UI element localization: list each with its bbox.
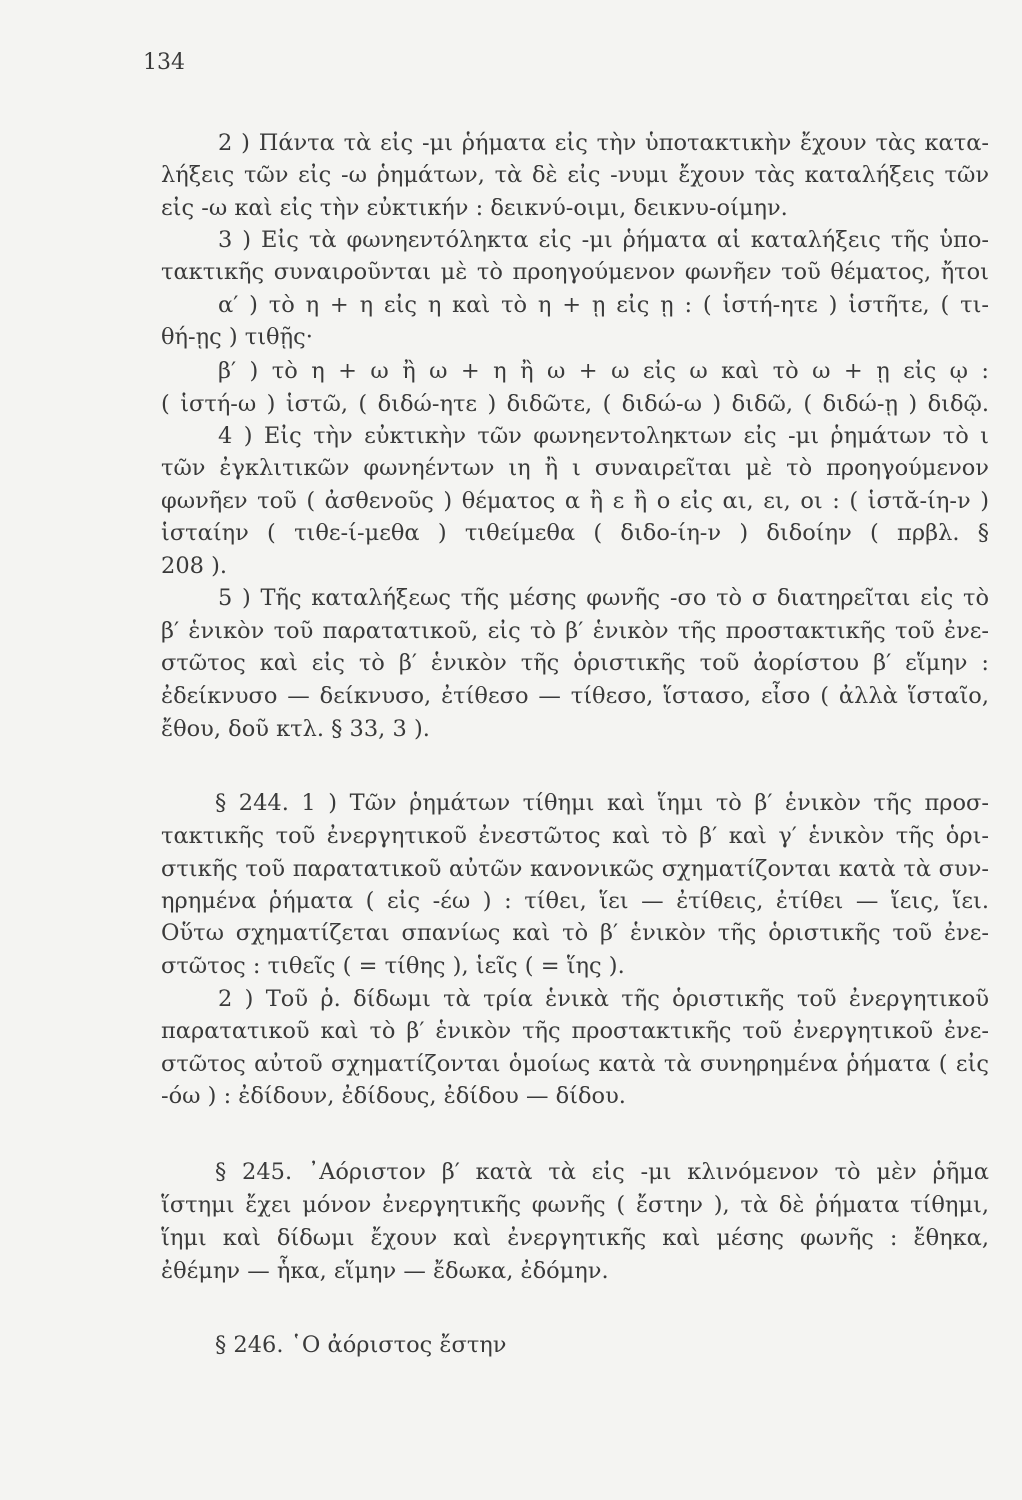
text-line: θή-ῃς ) τιθῇς· bbox=[161, 324, 313, 350]
page-number: 134 bbox=[143, 50, 185, 75]
text-line: Οὕτω σχηματίζεται σπανίως καὶ τὸ β′ ἑνικὸν τῆς ὁριστικῆς τοῦ ἐνε- bbox=[161, 920, 989, 946]
text-line: στικῆς τοῦ παρατατικοῦ αὐτῶν κανονικῶς σχηματίζονται κατὰ τὰ συν- bbox=[161, 856, 989, 882]
text-line: ἐθέμην — ἧκα, εἵμην — ἔδωκα, ἐδόμην. bbox=[161, 1258, 609, 1284]
text-line: 4 ) Εἰς τὴν εὐκτικὴν τῶν φωνηεντοληκτων εἰς -μι ῥημάτων τὸ ι bbox=[218, 423, 989, 449]
text-line: ἵημι καὶ δίδωμι ἔχουν καὶ ἐνεργητικῆς καὶ μέσης φωνῆς : ἔθηκα, bbox=[161, 1225, 989, 1251]
section-245-line: § 245. ᾿Αόριστον β′ κατὰ τὰ εἰς -μι κλινόμενον τὸ μὲν ῥῆμα bbox=[215, 1159, 989, 1185]
section-244-line: § 244. 1 ) Τῶν ῥημάτων τίθημι καὶ ἵημι τὸ β′ ἑνικὸν τῆς προσ- bbox=[215, 790, 989, 816]
text-line: παρατατικοῦ καὶ τὸ β′ ἑνικὸν τῆς προστακτικῆς τοῦ ἐνεργητικοῦ ἐνε- bbox=[161, 1018, 989, 1044]
text-line: τακτικῆς συναιροῦνται μὲ τὸ προηγούμενον φωνῆεν τοῦ θέματος, ἤτοι bbox=[161, 259, 989, 285]
section-246-line: § 246. ῾Ο ἀόριστος ἔστην bbox=[215, 1332, 507, 1358]
text-line: 208 ). bbox=[161, 553, 228, 579]
text-line: ( ἱστή-ω ) ἱστῶ, ( διδώ-ητε ) διδῶτε, ( διδώ-ω ) διδῶ, ( διδώ-ῃ ) διδῷ. bbox=[161, 391, 989, 417]
text-line: α′ ) τὸ η + η εἰς η καὶ τὸ η + ῃ εἰς ῃ : ( ἱστή-ητε ) ἱστῆτε, ( τι- bbox=[218, 292, 989, 318]
text-line: εἰς -ω καὶ εἰς τὴν εὐκτικήν : δεικνύ-οιμι, δεικνυ-οίμην. bbox=[161, 195, 788, 221]
text-line: στῶτος καὶ εἰς τὸ β′ ἑνικὸν τῆς ὁριστικῆς τοῦ ἀορίστου β′ εἵμην : bbox=[161, 650, 989, 676]
text-line: β′ ἑνικὸν τοῦ παρατατικοῦ, εἰς τὸ β′ ἑνικὸν τῆς προστακτικῆς τοῦ ἐνε- bbox=[161, 618, 989, 644]
text-line: 5 ) Τῆς καταλήξεως τῆς μέσης φωνῆς -σο τὸ σ διατηρεῖται εἰς τὸ bbox=[218, 585, 989, 611]
text-line: 2 ) Πάντα τὰ εἰς -μι ῥήματα εἰς τὴν ὑποτακτικὴν ἔχουν τὰς κατα- bbox=[218, 130, 989, 156]
text-line: ηρημένα ῥήματα ( εἰς -έω ) : τίθει, ἵει — ἐτίθεις, ἐτίθει — ἵεις, ἵει. bbox=[161, 888, 989, 914]
text-line: β′ ) τὸ η + ω ἢ ω + η ἢ ω + ω εἰς ω καὶ τὸ ω + ῃ εἰς ῳ : bbox=[218, 358, 989, 384]
text-line: λήξεις τῶν εἰς -ω ῥημάτων, τὰ δὲ εἰς -νυμι ἔχουν τὰς καταλήξεις τῶν bbox=[161, 162, 989, 188]
text-line: 2 ) Τοῦ ῥ. δίδωμι τὰ τρία ἑνικὰ τῆς ὁριστικῆς τοῦ ἐνεργητικοῦ bbox=[218, 986, 989, 1012]
text-line: ἐδείκνυσο — δείκνυσο, ἐτίθεσο — τίθεσο, ἵστασο, εἶσο ( ἀλλὰ ἵσταῖο, bbox=[161, 683, 989, 709]
text-line: -όω ) : ἐδίδουν, ἐδίδους, ἐδίδου — δίδου. bbox=[161, 1083, 626, 1109]
text-line: στῶτος αὐτοῦ σχηματίζονται ὁμοίως κατὰ τὰ συνηρημένα ῥήματα ( εἰς bbox=[161, 1051, 989, 1077]
text-line: 3 ) Εἰς τὰ φωνηεντόληκτα εἰς -μι ῥήματα αἱ καταλήξεις τῆς ὑπο- bbox=[218, 227, 989, 253]
text-line: φωνῆεν τοῦ ( ἀσθενοῦς ) θέματος α ἢ ε ἢ ο εἰς αι, ει, οι : ( ἱστᾰ-ίη-ν ) bbox=[161, 488, 989, 514]
text-line: ἵστημι ἔχει μόνον ἐνεργητικῆς φωνῆς ( ἔστην ), τὰ δὲ ῥήματα τίθημι, bbox=[161, 1192, 989, 1218]
text-line: ἱσταίην ( τιθε-ί-μεθα ) τιθείμεθα ( διδο-ίη-ν ) διδοίην ( πρβλ. § bbox=[161, 520, 989, 546]
text-line: τακτικῆς τοῦ ἐνεργητικοῦ ἐνεστῶτος καὶ τὸ β′ καὶ γ′ ἑνικὸν τῆς ὁρι- bbox=[161, 823, 989, 849]
text-line: ἔθου, δοῦ κτλ. § 33, 3 ). bbox=[161, 716, 430, 742]
text-line: στῶτος : τιθεῖς ( = τίθης ), ἱεῖς ( = ἵης ). bbox=[161, 953, 625, 979]
text-line: τῶν ἐγκλιτικῶν φωνηέντων ιη ἢ ι συναιρεῖται μὲ τὸ προηγούμενον bbox=[161, 455, 989, 481]
